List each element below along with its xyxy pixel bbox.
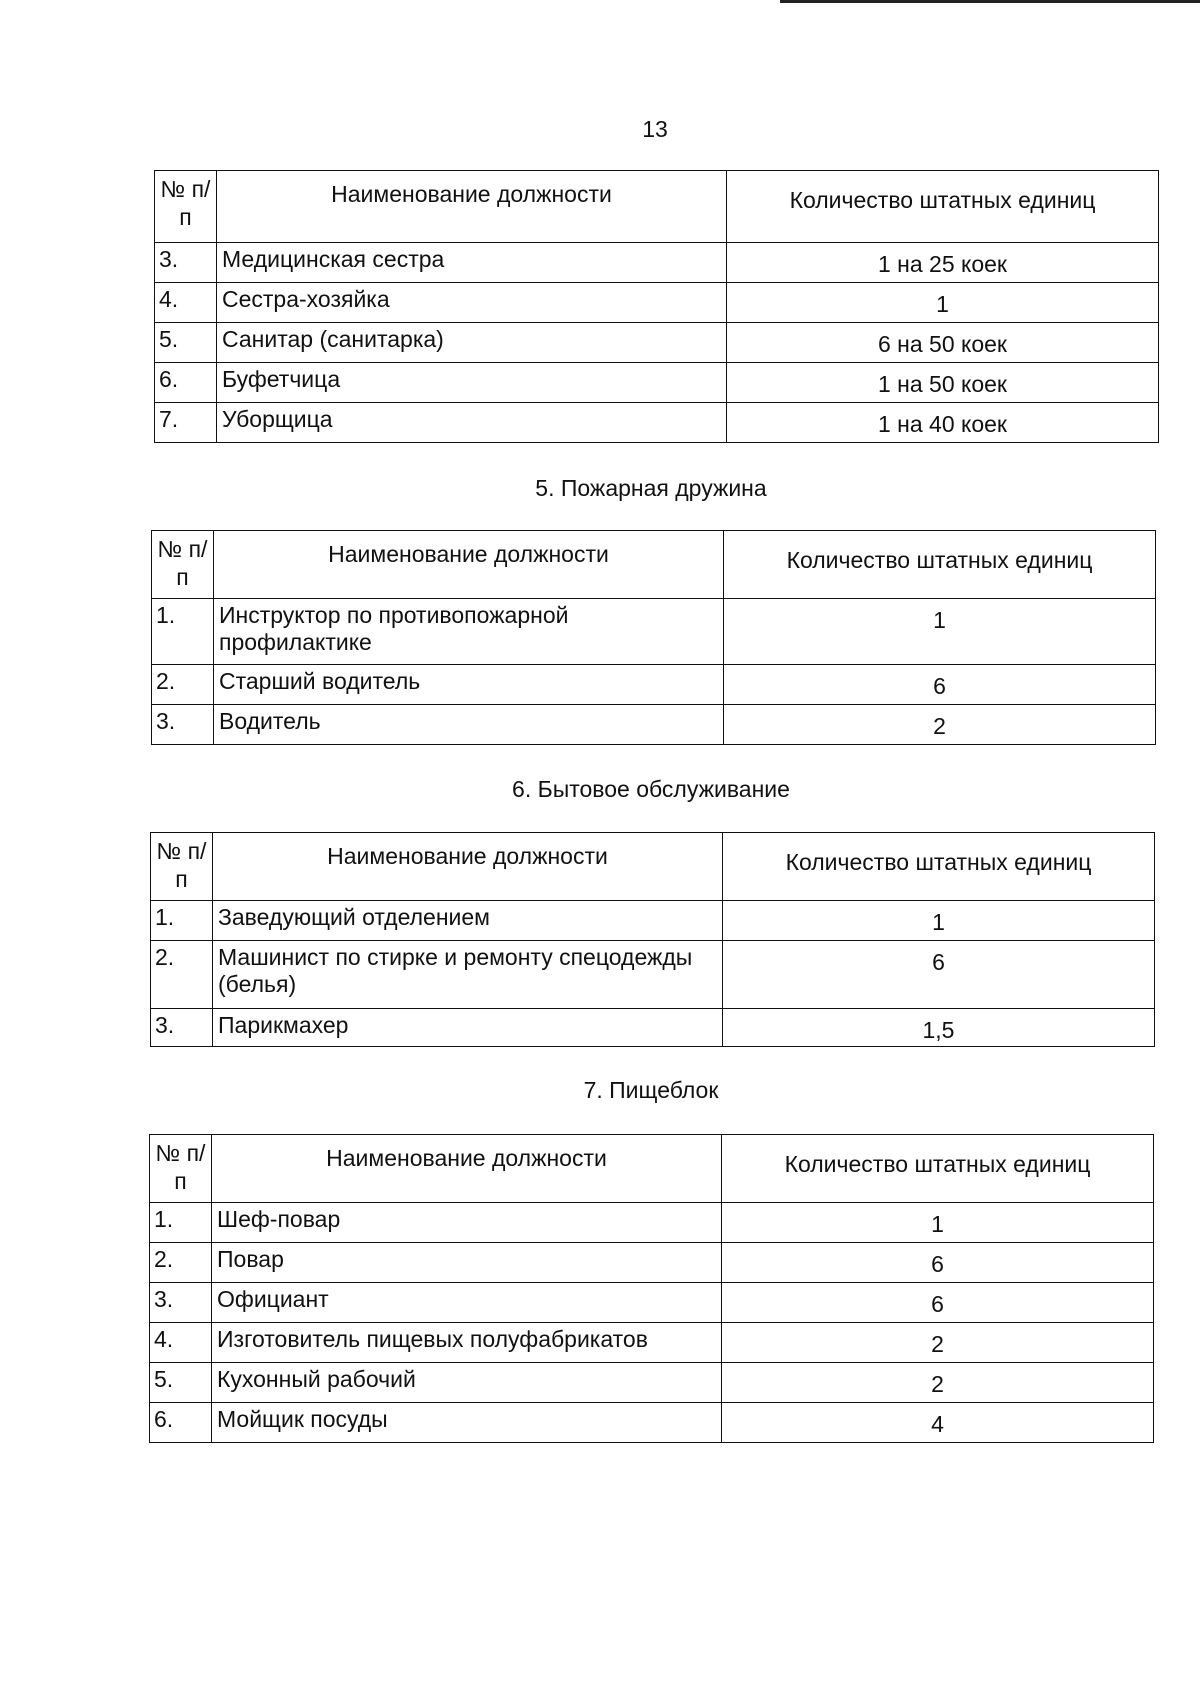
table-header-row [150,1135,1154,1203]
header-name: Наименование должности [212,1135,722,1203]
row-qty: 1 [724,599,1156,665]
row-num: 7. [155,403,217,443]
table-row [155,243,1159,283]
staff-table-fire-brigade [151,530,1156,745]
table-row [155,363,1159,403]
table-row [152,705,1156,745]
row-num: 3. [151,1009,213,1047]
table-row [152,665,1156,705]
table-row [151,941,1155,1009]
row-num: 3. [152,705,214,745]
row-name: Медицинская сестра [217,243,727,283]
row-num: 5. [155,323,217,363]
table-row [152,599,1156,665]
table-row [150,1363,1154,1403]
row-name: Кухонный рабочий [212,1363,722,1403]
row-qty: 6 [724,665,1156,705]
table-row [150,1203,1154,1243]
row-num: 3. [150,1283,212,1323]
row-qty: 1 [722,1203,1154,1243]
row-name: Буфетчица [217,363,727,403]
table-row [155,403,1159,443]
row-qty: 4 [722,1403,1154,1443]
row-num: 2. [150,1243,212,1283]
top-edge-line [780,0,1200,3]
header-qty: Количество штатных единиц [723,833,1155,901]
header-num: № п/п [152,531,214,599]
header-num: № п/п [155,171,217,243]
row-name: Водитель [214,705,724,745]
header-name: Наименование должности [214,531,724,599]
page-number: 13 [642,116,668,142]
table-header-row [151,833,1155,901]
table-row [150,1323,1154,1363]
row-qty: 1,5 [723,1009,1155,1047]
table-row [150,1243,1154,1283]
staff-table-catering [149,1134,1154,1443]
row-qty: 6 [723,941,1155,1009]
header-qty: Количество штатных единиц [724,531,1156,599]
row-num: 2. [151,941,213,1009]
row-num: 3. [155,243,217,283]
row-num: 6. [150,1403,212,1443]
row-num: 6. [155,363,217,403]
table-row [151,901,1155,941]
row-name: Заведующий отделением [213,901,723,941]
table-row [150,1283,1154,1323]
header-name: Наименование должности [217,171,727,243]
section-title-household-service: 6. Бытовое обслуживание [512,776,790,802]
row-qty: 1 [723,901,1155,941]
row-name: Мойщик посуды [212,1403,722,1443]
row-num: 1. [152,599,214,665]
row-name: Санитар (санитарка) [217,323,727,363]
row-name: Инструктор по противопожарной профилактике [214,599,724,665]
row-name: Повар [212,1243,722,1283]
row-qty: 6 на 50 коек [727,323,1159,363]
row-name: Уборщица [217,403,727,443]
row-name: Сестра-хозяйка [217,283,727,323]
header-num: № п/п [151,833,213,901]
row-num: 2. [152,665,214,705]
row-qty: 2 [722,1323,1154,1363]
row-qty: 1 на 50 коек [727,363,1159,403]
row-num: 4. [155,283,217,323]
row-qty: 1 на 25 коек [727,243,1159,283]
staff-table-household-service [150,832,1155,1047]
table-row [155,283,1159,323]
section-title-catering: 7. Пищеблок [583,1077,719,1103]
table-header-row [155,171,1159,243]
row-qty: 6 [722,1283,1154,1323]
table-row [150,1403,1154,1443]
row-name: Официант [212,1283,722,1323]
row-qty: 2 [724,705,1156,745]
row-qty: 1 [727,283,1159,323]
row-name: Старший водитель [214,665,724,705]
header-qty: Количество штатных единиц [727,171,1159,243]
header-name: Наименование должности [213,833,723,901]
row-qty: 6 [722,1243,1154,1283]
staff-table-medical [154,170,1159,443]
row-name: Машинист по стирке и ремонту спецодежды (белья) [213,941,723,1009]
row-num: 5. [150,1363,212,1403]
table-row [151,1009,1155,1047]
row-num: 4. [150,1323,212,1363]
header-num: № п/п [150,1135,212,1203]
row-num: 1. [150,1203,212,1243]
row-num: 1. [151,901,213,941]
header-qty: Количество штатных единиц [722,1135,1154,1203]
row-qty: 1 на 40 коек [727,403,1159,443]
table-header-row [152,531,1156,599]
table-row [155,323,1159,363]
row-name: Изготовитель пищевых полуфабрикатов [212,1323,722,1363]
row-name: Шеф-повар [212,1203,722,1243]
row-qty: 2 [722,1363,1154,1403]
row-name: Парикмахер [213,1009,723,1047]
section-title-fire-brigade: 5. Пожарная дружина [535,475,767,501]
